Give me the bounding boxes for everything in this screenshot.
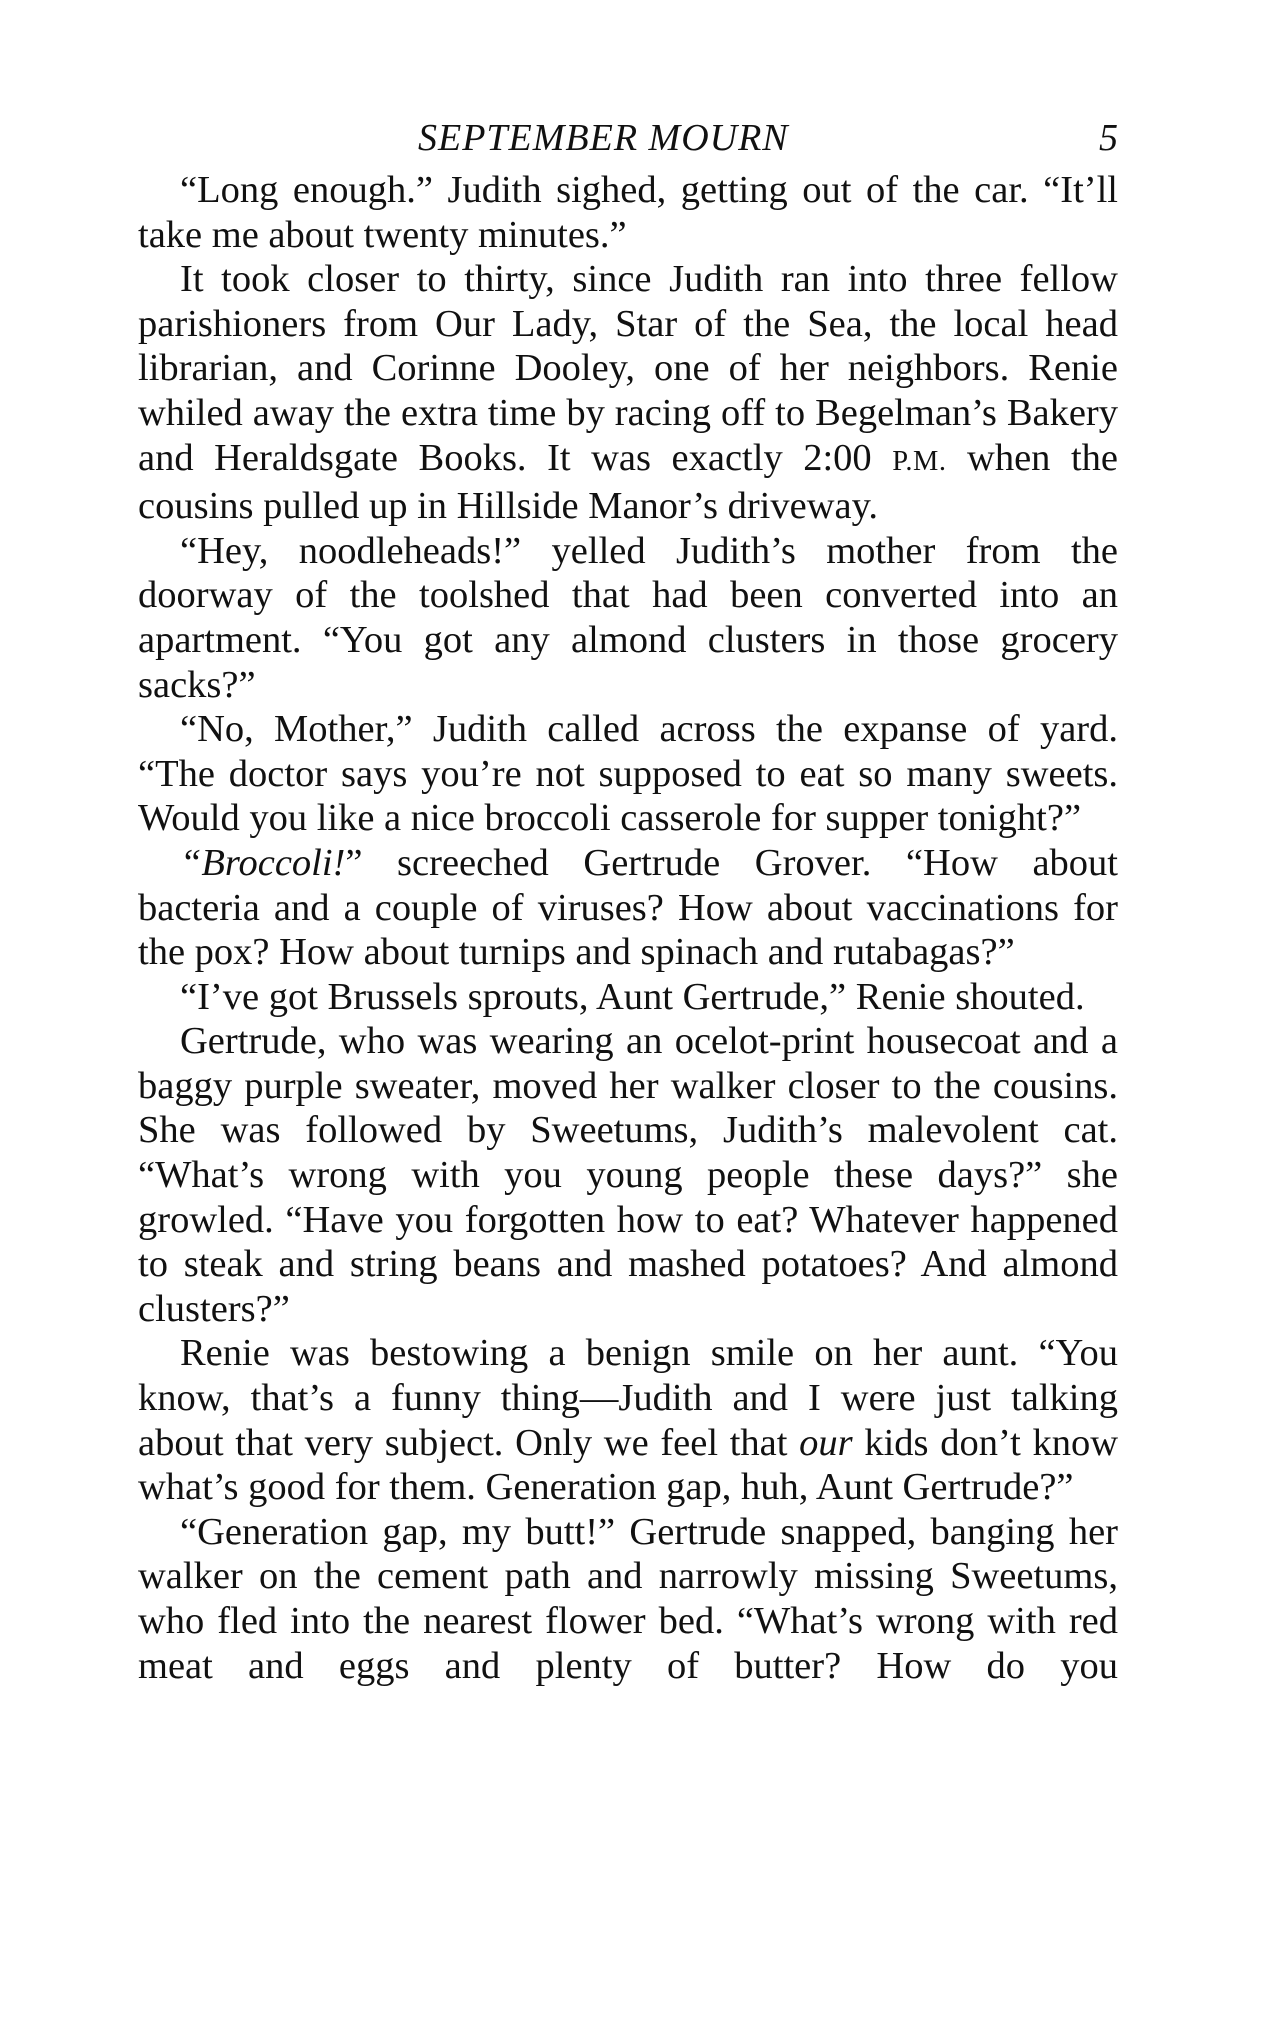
running-header [138,108,1118,168]
paragraph [138,841,1118,975]
running-title: SEPTEMBER MOURN [418,117,789,159]
small-caps-time: P.M. [892,445,947,477]
paragraph: “No, Mother,” Judith called across the expanse of yard. “The doctor says you’re not supposed to eat so many sweets. Would you like a nice broccoli casserole for supper tonight?” [138,708,1118,840]
paragraph: “Long enough.” Judith sighed, getting out of the car. “It’ll take me about twenty minutes.” [138,169,1118,256]
paragraph-text: Renie was bestowing a benign smile on her aunt. “You know, that’s a funny thing—Judith and I were just talking about that very subject. Only we feel that [138,1332,1118,1464]
paragraph-text: ” screeched Gertrude Grover. “How about bacteria and a couple of viruses? How about vaccinations for the pox? How about turnips and spinach and rutabagas?” [138,841,1118,974]
paragraph-text: It took closer to thirty, since Judith ran into three fellow parishioners from Our Lady, Star of the Sea, the local head librarian, and Corinne Dooley, one of her neighbors. Renie whiled away the extra time by racing off to Begelman’s Bakery and Heraldsgate Books. It was exactly 2:00 [138,258,1118,479]
paragraph-text: kids don’t know what’s good for them. Generation gap, huh, Aunt Gertrude?” [138,1421,1118,1509]
paragraph: “I’ve got Brussels sprouts, Aunt Gertrude,” Renie shouted. [180,975,1085,1018]
body-text [138,168,1118,1688]
paragraph: Gertrude, who was wearing an ocelot-print housecoat and a baggy purple sweater, moved her walker closer to the cousins. She was followed by Sweetums, Judith’s malevolent cat. “What’s wrong with you young people these days?” she growled. “Have you forgotten how to eat? Whatever happened to steak and string beans and mashed potatoes? And almond clusters?” [138,1020,1118,1330]
italic-text: “Broccoli! [180,841,346,884]
paragraph: “Hey, noodleheads!” yelled Judith’s mother from the doorway of the toolshed that had been converted into an apartment. “You got any almond clusters in those grocery sacks?” [138,529,1118,706]
paragraph [138,257,1118,529]
paragraph [138,1331,1118,1509]
italic-text: our [799,1421,853,1464]
paragraph-text: when the cousins pulled up in Hillside Manor’s driveway. [138,436,1118,528]
page-number: 5 [1099,117,1118,159]
paragraph: “Generation gap, my butt!” Gertrude snapped, banging her walker on the cement path and narrowly missing Sweetums, who fled into the nearest flower bed. “What’s wrong with red meat and eggs and plenty of butter? How do you [138,1510,1118,1687]
